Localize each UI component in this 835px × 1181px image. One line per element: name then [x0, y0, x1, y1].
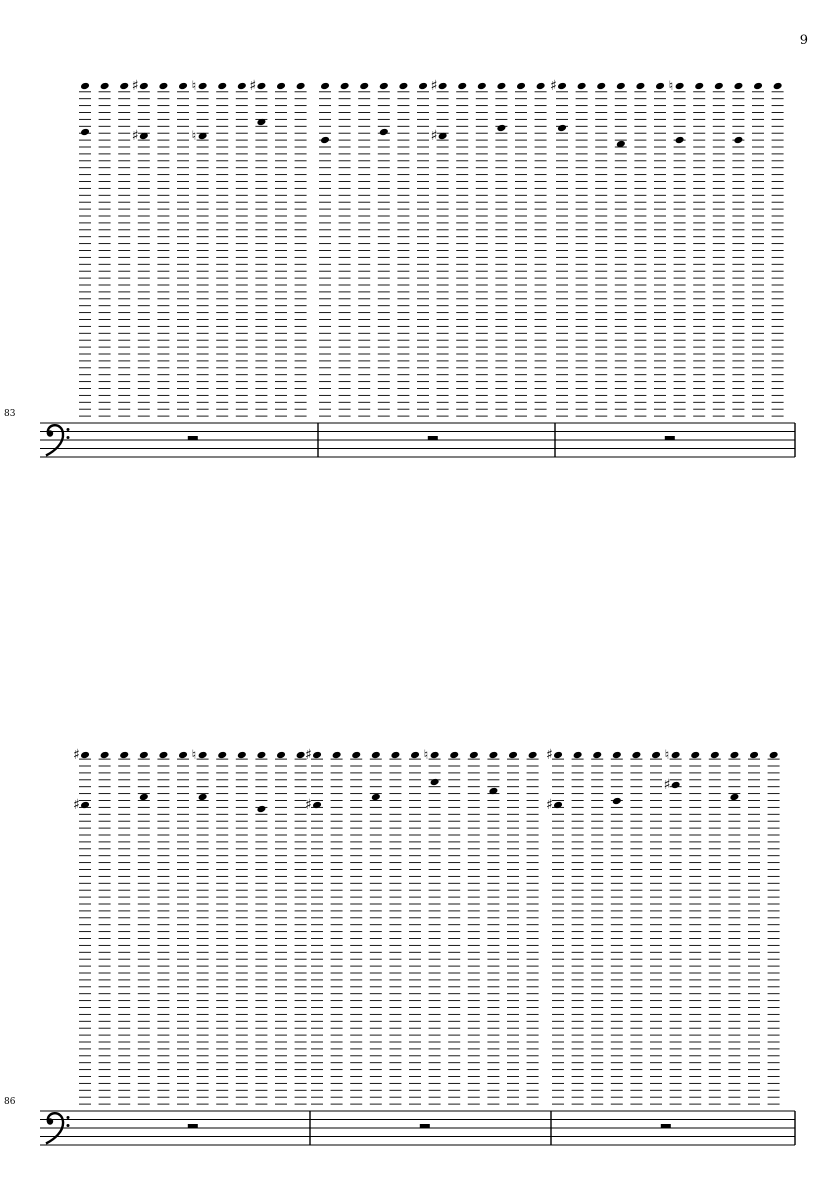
- note-head-top: [340, 82, 350, 91]
- note-head-middle: [496, 124, 506, 133]
- note-head-top: [469, 751, 479, 760]
- note-head-top: [312, 751, 322, 760]
- note-head-top: [773, 82, 783, 91]
- natural-accidental: ♮: [664, 748, 670, 763]
- note-head-top: [198, 82, 208, 91]
- note-head-top: [714, 82, 724, 91]
- note-head-top: [379, 82, 389, 91]
- note-head-top: [80, 82, 90, 91]
- note-head-top: [508, 751, 518, 760]
- note-head-middle: [80, 128, 90, 137]
- note-head-top: [449, 751, 459, 760]
- note-head-top: [651, 751, 661, 760]
- note-head-top: [477, 82, 487, 91]
- note-head-middle: [430, 778, 440, 787]
- note-head-top: [217, 82, 227, 91]
- half-rest: [420, 1124, 430, 1128]
- note-head-top: [418, 82, 428, 91]
- natural-accidental: ♮: [191, 79, 197, 94]
- note-head-top: [457, 82, 467, 91]
- note-head-top: [100, 82, 110, 91]
- note-head-middle: [379, 128, 389, 137]
- note-head-top: [671, 751, 681, 760]
- note-head-top: [158, 751, 168, 760]
- note-head-top: [256, 751, 266, 760]
- note-head-top: [516, 82, 526, 91]
- note-head-top: [616, 82, 626, 91]
- sharp-accidental: ♯: [305, 747, 312, 763]
- note-head-top: [332, 751, 342, 760]
- half-rest: [188, 1124, 198, 1128]
- half-rest: [661, 1124, 671, 1128]
- sharp-accidental: ♯: [430, 128, 438, 144]
- bass-clef-dot: [67, 428, 70, 431]
- sharp-accidental: ♯: [131, 78, 139, 94]
- sharp-accidental: ♯: [73, 797, 80, 813]
- note-head-top: [139, 751, 149, 760]
- note-head-top: [536, 82, 546, 91]
- note-head-top: [390, 751, 400, 760]
- note-head-top: [729, 751, 739, 760]
- half-rest: [188, 436, 198, 440]
- note-head-top: [710, 751, 720, 760]
- note-head-middle: [671, 781, 681, 790]
- note-head-top: [635, 82, 645, 91]
- note-head-top: [198, 751, 208, 760]
- note-head-top: [371, 751, 381, 760]
- bass-clef-dot: [47, 1118, 53, 1124]
- note-head-middle: [320, 136, 330, 145]
- note-head-top: [178, 82, 188, 91]
- sharp-accidental: ♯: [430, 78, 438, 94]
- note-head-top: [438, 82, 448, 91]
- note-head-middle: [553, 801, 563, 810]
- note-head-top: [178, 751, 188, 760]
- note-head-top: [410, 751, 420, 760]
- note-head-top: [655, 82, 665, 91]
- note-head-middle: [80, 801, 90, 810]
- note-head-top: [217, 751, 227, 760]
- note-head-top: [351, 751, 361, 760]
- note-head-top: [631, 751, 641, 760]
- sharp-accidental: ♯: [546, 797, 553, 813]
- bass-clef-dot: [67, 1116, 70, 1119]
- page-number: 9: [799, 33, 808, 48]
- note-head-middle: [256, 805, 266, 814]
- note-head-middle: [557, 124, 567, 133]
- note-head-middle: [675, 136, 685, 145]
- note-head-top: [573, 751, 583, 760]
- note-head-top: [749, 751, 759, 760]
- bass-clef-dot: [47, 430, 53, 436]
- note-head-top: [398, 82, 408, 91]
- note-head-top: [359, 82, 369, 91]
- note-head-top: [139, 82, 149, 91]
- sharp-accidental: ♯: [249, 78, 257, 94]
- note-head-top: [80, 751, 90, 760]
- note-head-top: [733, 82, 743, 91]
- note-head-top: [296, 82, 306, 91]
- note-head-top: [237, 751, 247, 760]
- note-head-middle: [733, 136, 743, 145]
- note-head-top: [119, 82, 129, 91]
- natural-accidental: ♮: [191, 748, 197, 763]
- natural-accidental: ♮: [668, 79, 674, 94]
- note-head-top: [100, 751, 110, 760]
- sharp-accidental: ♯: [73, 747, 80, 763]
- note-head-top: [430, 751, 440, 760]
- note-head-top: [694, 82, 704, 91]
- note-head-top: [256, 82, 266, 91]
- note-head-top: [675, 82, 685, 91]
- half-rest: [428, 436, 438, 440]
- note-head-top: [276, 751, 286, 760]
- note-head-top: [577, 82, 587, 91]
- sharp-accidental: ♯: [546, 747, 553, 763]
- note-head-top: [276, 82, 286, 91]
- note-head-top: [753, 82, 763, 91]
- sharp-accidental: ♯: [550, 78, 557, 94]
- note-head-middle: [312, 801, 322, 810]
- note-head-top: [553, 751, 563, 760]
- note-head-top: [596, 82, 606, 91]
- note-head-top: [528, 751, 538, 760]
- bass-clef-dot: [67, 436, 70, 439]
- note-head-middle: [612, 797, 622, 806]
- measure-number-system-2: 86: [4, 1097, 16, 1107]
- bass-clef-dot: [67, 1124, 70, 1127]
- sharp-accidental: ♯: [663, 777, 671, 793]
- note-head-top: [612, 751, 622, 760]
- note-head-top: [592, 751, 602, 760]
- note-head-top: [119, 751, 129, 760]
- sharp-accidental: ♯: [305, 797, 312, 813]
- natural-accidental: ♮: [423, 748, 429, 763]
- note-head-top: [557, 82, 567, 91]
- note-head-top: [237, 82, 247, 91]
- note-head-top: [690, 751, 700, 760]
- note-head-top: [496, 82, 506, 91]
- note-head-top: [488, 751, 498, 760]
- note-head-top: [158, 82, 168, 91]
- sharp-accidental: ♯: [131, 128, 139, 144]
- note-head-top: [769, 751, 779, 760]
- measure-number-system-1: 83: [4, 409, 16, 419]
- note-head-top: [320, 82, 330, 91]
- half-rest: [665, 436, 675, 440]
- natural-accidental: ♮: [191, 129, 197, 144]
